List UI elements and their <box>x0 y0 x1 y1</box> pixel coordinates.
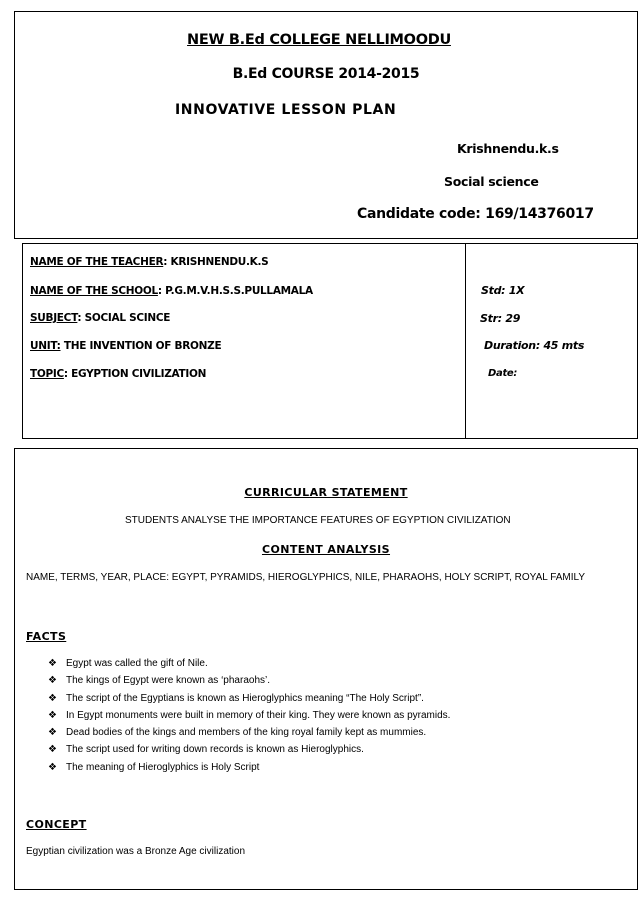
subject-value: : SOCIAL SCINCE <box>77 312 171 324</box>
content-terms: NAME, TERMS, YEAR, PLACE: EGYPT, PYRAMIDS, HIEROGLYPHICS, NILE, PHARAOHS, HOLY SCRIPT, ROYAL FAMILY <box>26 572 586 583</box>
str-value: Str: 29 <box>480 312 521 325</box>
school-row <box>30 285 313 297</box>
curricular-statement: STUDENTS ANALYSE THE IMPORTANCE FEATURES OF EGYPTION CIVILIZATION <box>125 515 511 526</box>
std-value: Std: 1X <box>481 284 525 297</box>
facts-heading: FACTS <box>26 630 67 643</box>
fact-text: Egypt was called the gift of Nile. <box>66 658 208 669</box>
school-label: NAME OF THE SCHOOL <box>30 285 158 297</box>
lesson-plan-title: INNOVATIVE LESSON PLAN <box>175 102 397 118</box>
bullet-icon: ❖ <box>48 761 57 773</box>
content-analysis-heading: CONTENT ANALYSIS <box>261 543 391 556</box>
author-subject: Social science <box>444 174 539 189</box>
unit-row <box>30 340 221 352</box>
college-title: NEW B.Ed COLLEGE NELLIMOODU <box>187 32 451 48</box>
bullet-icon: ❖ <box>48 692 57 704</box>
school-value: : P.G.M.V.H.S.S.PULLAMALA <box>157 285 313 297</box>
unit-label: UNIT: <box>30 340 61 352</box>
fact-text: In Egypt monuments were built in memory of their king. They were known as pyramids. <box>66 709 451 721</box>
teacher-label: NAME OF THE TEACHER <box>30 256 164 268</box>
topic-row <box>30 368 206 380</box>
fact-text: The meaning of Hieroglyphics is Holy Script <box>66 761 260 773</box>
facts-list <box>48 657 450 778</box>
bullet-icon: ❖ <box>48 709 57 721</box>
unit-value: THE INVENTION OF BRONZE <box>60 340 222 352</box>
info-divider <box>465 243 466 439</box>
concept-heading: CONCEPT <box>26 818 87 831</box>
bullet-icon: ❖ <box>48 675 57 687</box>
bullet-icon: ❖ <box>48 658 57 669</box>
bullet-icon: ❖ <box>48 727 57 739</box>
author-name: Krishnendu.k.s <box>457 141 559 156</box>
course-title: B.Ed COURSE 2014-2015 <box>232 66 420 82</box>
topic-value: : EGYPTION CIVILIZATION <box>63 368 207 380</box>
candidate-code: Candidate code: 169/14376017 <box>357 206 594 222</box>
teacher-value: : KRISHNENDU.K.S <box>163 256 269 268</box>
topic-label: TOPIC <box>30 368 64 380</box>
fact-item <box>48 657 450 674</box>
fact-item <box>48 692 450 709</box>
subject-label: SUBJECT <box>30 312 78 324</box>
date-label: Date: <box>488 368 518 379</box>
fact-text: The script of the Egyptians is known as Hieroglyphics meaning “The Holy Script”. <box>66 692 424 704</box>
concept-text: Egyptian civilization was a Bronze Age civilization <box>26 846 245 857</box>
fact-text: The script used for writing down records is known as Hieroglyphics. <box>66 744 364 756</box>
curricular-heading: CURRICULAR STATEMENT <box>244 486 408 499</box>
fact-item <box>48 743 450 760</box>
fact-item <box>48 726 450 743</box>
subject-row <box>30 312 170 324</box>
fact-item <box>48 709 450 726</box>
teacher-row <box>30 256 268 268</box>
fact-text: Dead bodies of the kings and members of the king royal family kept as mummies. <box>66 727 427 739</box>
fact-item <box>48 761 450 778</box>
bullet-icon: ❖ <box>48 744 57 756</box>
duration-value: Duration: 45 mts <box>484 339 585 352</box>
fact-text: The kings of Egypt were known as ‘pharaohs’. <box>66 675 270 687</box>
fact-item <box>48 674 450 691</box>
